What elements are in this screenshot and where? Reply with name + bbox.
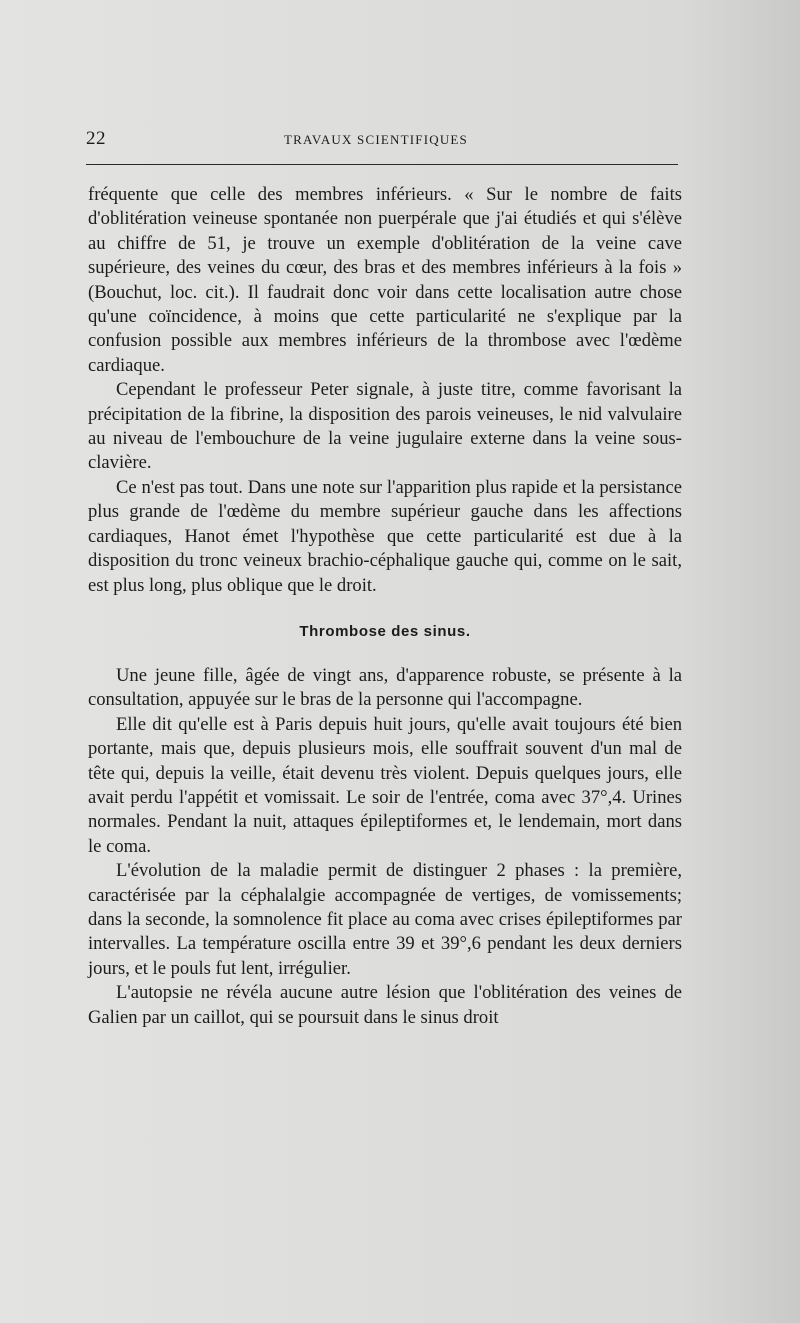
running-title: TRAVAUX SCIENTIFIQUES <box>284 132 468 147</box>
paragraph: Ce n'est pas tout. Dans une note sur l'apparition plus rapide et la persistance plus grande de l'œdème du membre supérieur gauche dans les affections cardiaques, Hanot émet l'hypothèse que cette particularité est due à la disposition du tronc veineux brachio-céphalique gauche qui, comme on le sait, est plus long, plus oblique que le droit. <box>88 476 682 596</box>
paragraph: L'autopsie ne révéla aucune autre lésion que l'oblitération des veines de Galien par un caillot, qui se poursuit dans le sinus droit <box>88 982 682 1028</box>
section-heading: Thrombose des sinus. <box>299 622 471 640</box>
paragraph: L'évolution de la maladie permit de distinguer 2 phases : la première, caractérisée par la céphalalgie accompagnée de vertiges, de vomissements; dans la seconde, la somnolence fit place au coma avec crises épileptiformes par intervalles. La température oscilla entre 39 et 39°,6 pendant les deux derniers jours, et le pouls fut lent, irrégulier. <box>88 860 682 979</box>
body-text <box>88 183 682 1030</box>
paragraph: Cependant le professeur Peter signale, à juste titre, comme favorisant la précipitation de la fibrine, la disposition des parois veineuses, le nid valvulaire au niveau de l'embouchure de la veine jugulaire externe dans la veine sous-clavière. <box>88 379 682 474</box>
paragraph: Une jeune fille, âgée de vingt ans, d'apparence robuste, se présente à la consultation, appuyée sur le bras de la personne qui l'accompagne. <box>88 664 682 711</box>
page-number: 22 <box>86 128 106 149</box>
page-header <box>86 128 678 158</box>
paragraph: fréquente que celle des membres inférieurs. « Sur le nombre de faits d'oblitération veineuse spontanée non puerpérale que j'ai étudiés et qui s'élève au chiffre de 51, je trouve un exemple d'oblitération de la veine cave supérieure, des veines du cœur, des bras et des membres inférieurs à la fois » (Bouchut, loc. cit.). Il faudrait donc voir dans cette localisation autre chose qu'une coïncidence, à moins que cette particularité ne s'explique par la confusion possible aux membres inférieurs de la thrombose avec l'œdème cardiaque. <box>88 184 682 376</box>
header-rule <box>86 164 678 165</box>
paragraph: Elle dit qu'elle est à Paris depuis huit jours, qu'elle avait toujours été bien portante, mais que, depuis plusieurs mois, elle souffrait souvent d'un mal de tête qui, depuis la veille, était devenu très violent. Depuis quelques jours, elle avait perdu l'appétit et vomissait. Le soir de l'entrée, coma avec 37°,4. Urines normales. Pendant la nuit, attaques épileptiformes et, le lendemain, mort dans le coma. <box>88 713 682 857</box>
